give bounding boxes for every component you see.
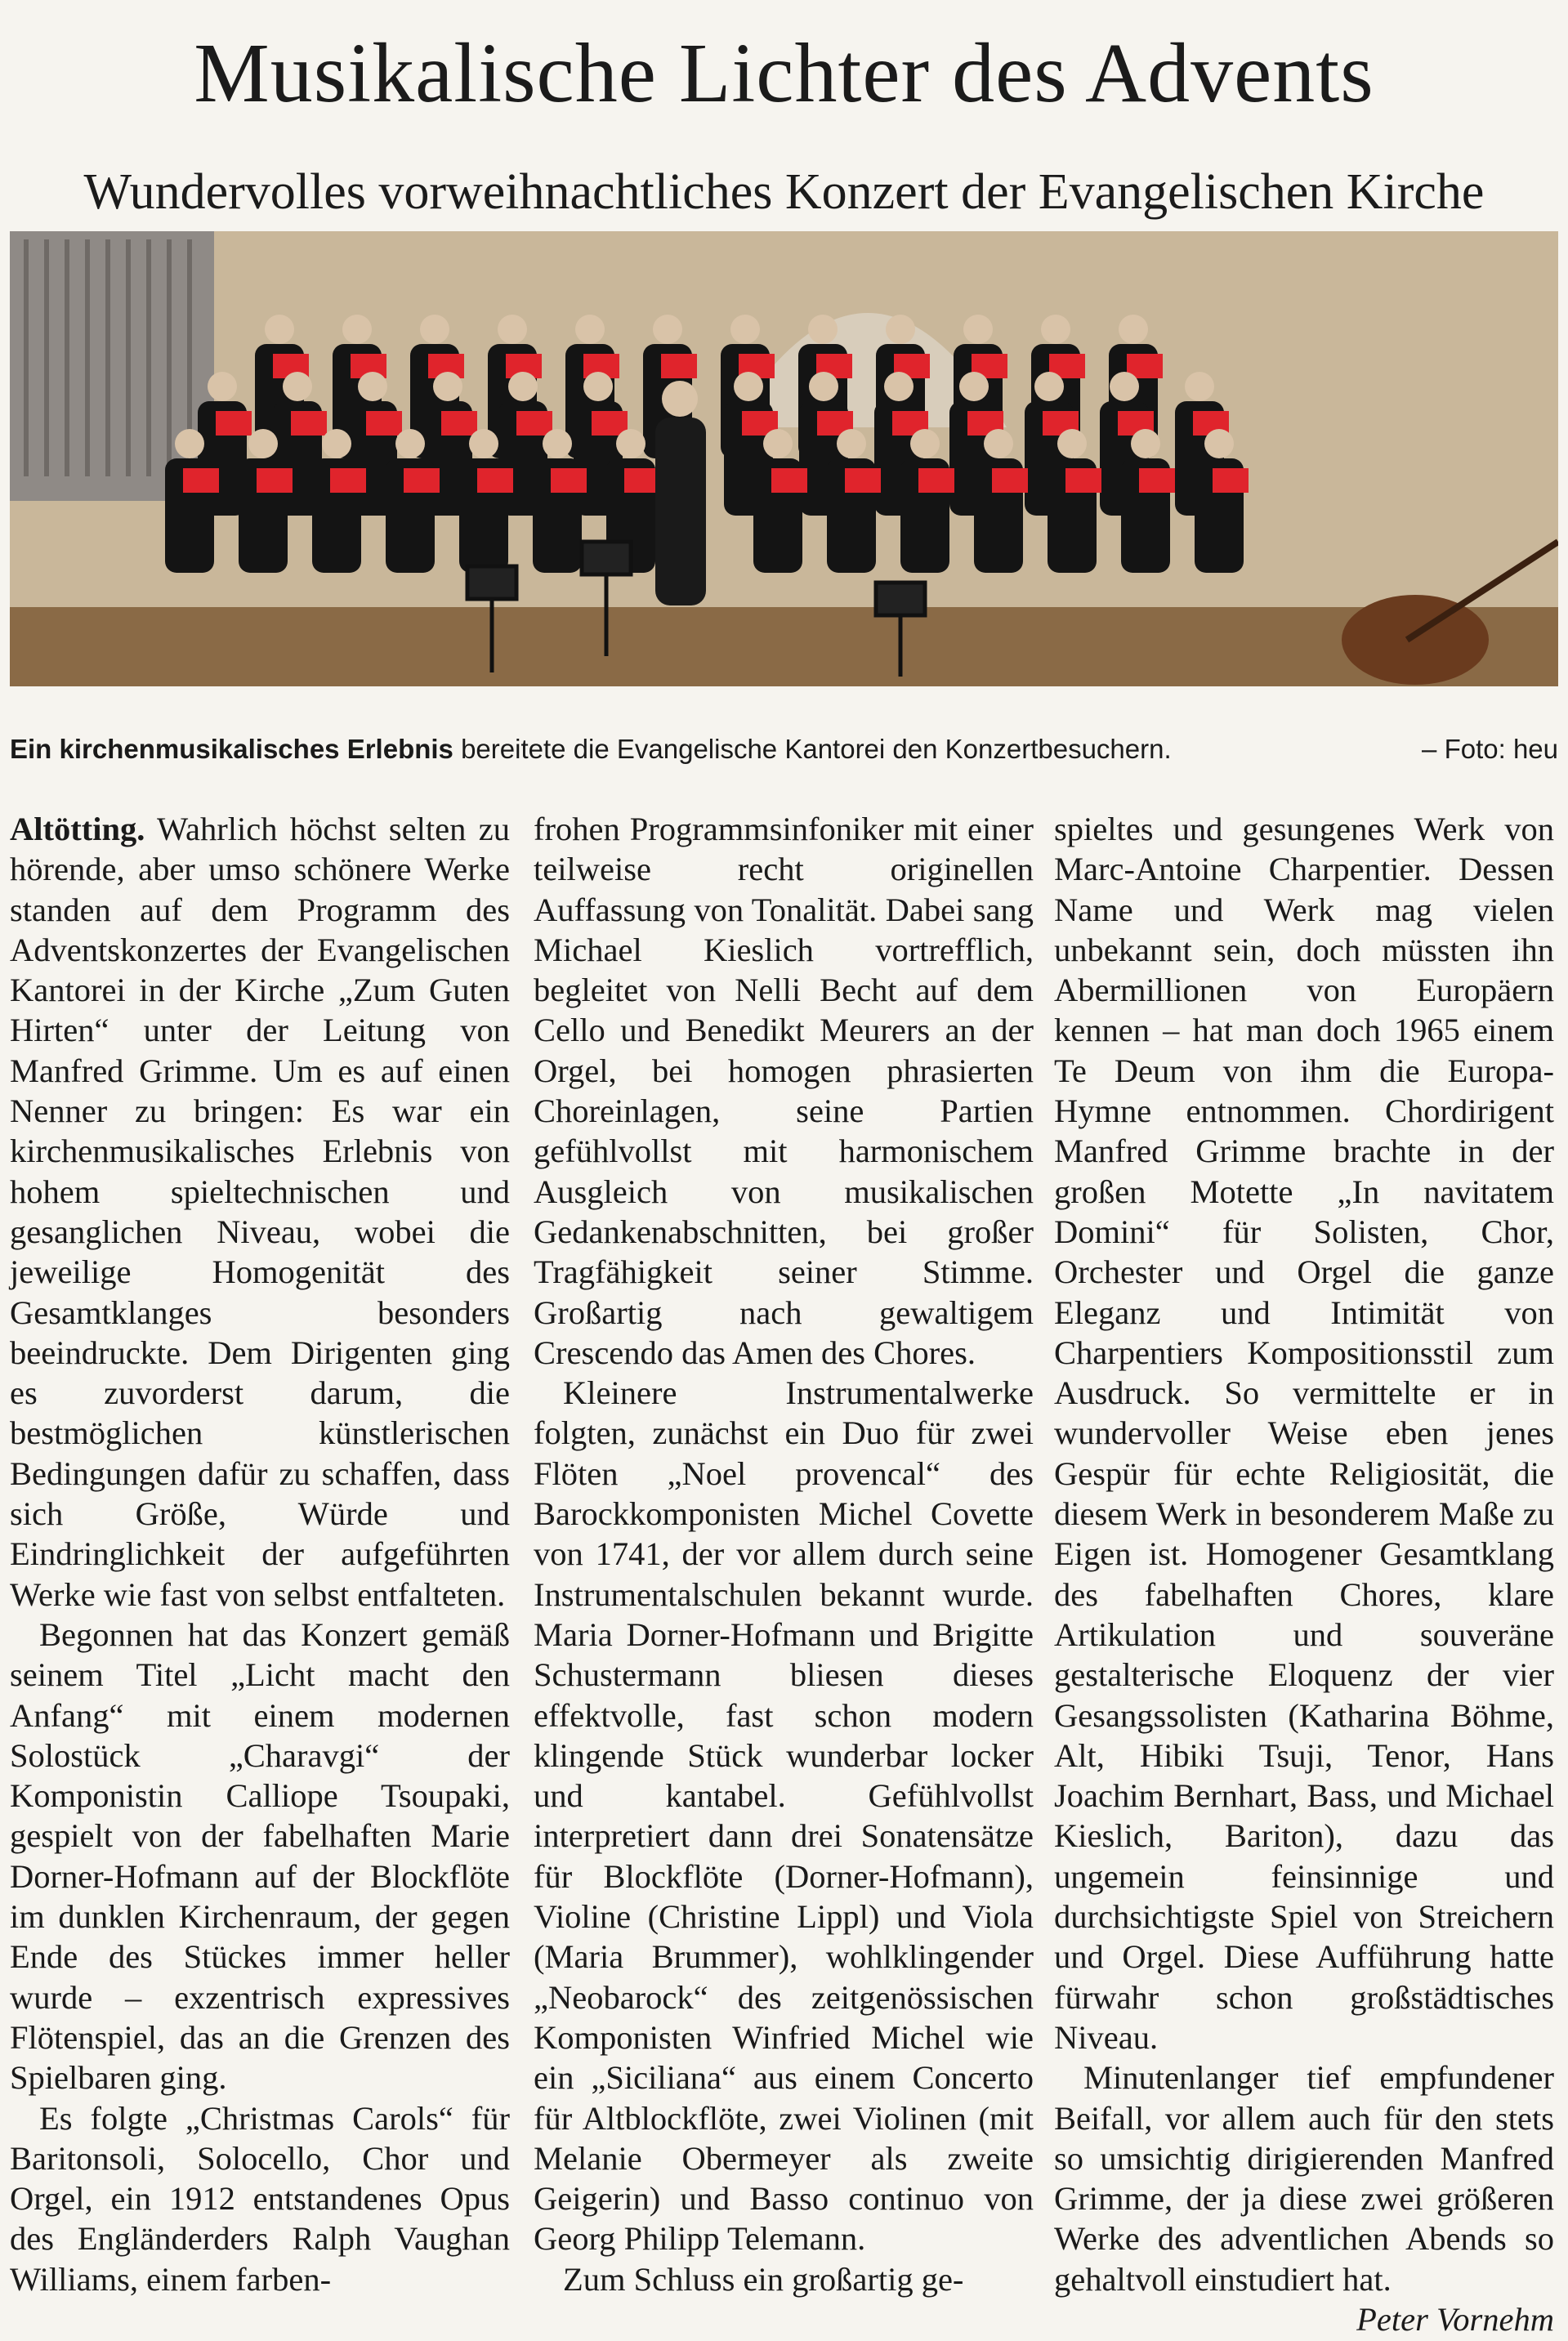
red-music-folder — [216, 411, 252, 436]
singer-head — [248, 429, 278, 458]
red-music-folder — [257, 468, 293, 493]
paragraph: Es folgte „Christmas Carols“ für Baritonsoli, Solocello, Chor und Orgel, ein 1912 entstandenes Opus des Engländerders Ralph Vaughan Williams, einem farben- — [10, 2099, 510, 2298]
photo-caption — [10, 732, 1558, 766]
singer-head — [910, 429, 940, 458]
red-music-folder — [1065, 468, 1101, 493]
caption-bold: Ein kirchenmusikalisches Erlebnis — [10, 734, 453, 764]
singer-head — [808, 315, 838, 344]
singer-head — [1041, 315, 1070, 344]
singer-head — [575, 315, 605, 344]
caption-text: bereitete die Evangelische Kantorei den Konzertbesuchern. — [453, 734, 1172, 764]
red-music-folder — [404, 468, 440, 493]
dateline: Altötting. — [10, 811, 145, 847]
red-music-folder — [477, 468, 513, 493]
author-byline: Peter Vornehm — [1356, 2300, 1554, 2338]
singer-head — [730, 315, 760, 344]
red-music-folder — [624, 468, 660, 493]
singer-head — [469, 429, 498, 458]
choir-photo-illustration — [10, 231, 1558, 686]
red-music-folder — [516, 411, 552, 436]
singer-head — [395, 429, 425, 458]
singer-head — [809, 372, 838, 401]
singer-head — [420, 315, 449, 344]
red-music-folder — [771, 468, 807, 493]
singer-head — [283, 372, 312, 401]
singer-head — [1110, 372, 1139, 401]
red-music-folder — [330, 468, 366, 493]
paragraph: Begonnen hat das Konzert gemäß seinem Titel „Licht macht den Anfang“ mit einem modernen Solostück „Charavgi“ der Komponistin Calliope Tsoupaki, gespielt von der fabelhaften Marie Dorner-Hofmann auf der Blockflöte im dunklen Kirchenraum, der gegen Ende des Stückes immer heller wurde – exzentrisch expressives Flötenspiel, das an die Grenzen des Spielbaren ging. — [10, 1615, 510, 2097]
paragraph: Minutenlanger tief empfundener Beifall, vor allem auch für den stets so umsichtig dirigierenden Manfred Grimme, der ja diese zwei größeren Werke des adventlichen Abends so gehaltvoll einstudiert hat. — [1054, 2059, 1554, 2298]
article-column-1 — [10, 809, 510, 2299]
wooden-floor — [10, 607, 1558, 686]
singer-head — [959, 372, 989, 401]
red-music-folder — [661, 354, 697, 378]
singer-head — [208, 372, 237, 401]
red-music-folder — [441, 411, 477, 436]
singer-head — [1185, 372, 1214, 401]
red-music-folder — [1139, 468, 1175, 493]
singer-head — [984, 429, 1013, 458]
singer-head — [342, 315, 372, 344]
article-headline: Musikalische Lichter des Advents — [194, 26, 1374, 120]
red-music-folder — [992, 468, 1028, 493]
paragraph — [10, 809, 510, 1615]
red-music-folder — [291, 411, 327, 436]
singer-head — [1119, 315, 1148, 344]
singer-head — [265, 315, 294, 344]
singer-head — [1204, 429, 1234, 458]
article-column-2 — [534, 809, 1034, 2299]
singer-head — [616, 429, 646, 458]
photo-credit: – Foto: heu — [1422, 734, 1558, 764]
concert-photo — [10, 231, 1558, 686]
singer-head — [837, 429, 866, 458]
paragraph-text: Wahrlich höchst selten zu hörende, aber umso schönere Werke standen auf dem Programm des Adventskonzertes der Evangelischen Kantorei in der Kirche „Zum Guten Hirten“ unter der Leitung von Manfred Grimme. Um es auf einen Nenner zu bringen: Es war ein kirchenmusikalisches Erlebnis von hohem spieltechnischen und gesanglichen Niveau, wobei die jeweilige Homogenität des Gesamtklanges besonders beeindruckte. Dem Dirigenten ging es zuvorderst darum, die bestmöglichen künstlerischen Bedingungen dafür zu schaffen, dass sich Größe, Würde und Eindringlichkeit der aufgeführten Werke wie fast von selbst entfalteten. — [10, 811, 510, 1613]
singer-head — [543, 429, 572, 458]
article-column-3 — [1054, 809, 1554, 2339]
singer-head — [734, 372, 763, 401]
red-music-folder — [183, 468, 219, 493]
singer-head — [1057, 429, 1087, 458]
singer-head — [1131, 429, 1160, 458]
red-music-folder — [366, 411, 402, 436]
article-subheadline: Wundervolles vorweihnachtliches Konzert der Evangelischen Kirche — [83, 164, 1485, 220]
red-music-folder — [551, 468, 587, 493]
singer-head — [583, 372, 613, 401]
singer-head — [763, 429, 793, 458]
paragraph: Kleinere Instrumentalwerke folgten, zunächst ein Duo für zwei Flöten „Noel provencal“ des Barockkomponisten Michel Covette von 1741, der vor allem durch seine Instrumentalschulen bekannt wurde. Maria Dorner-Hofmann und Brigitte Schustermann bliesen dieses effektvolle, fast schon modern klingende Stück wunderbar locker und kantabel. Gefühlvollst interpretiert dann drei Sonatensätze für Blockflöte (Dorner-Hofmann), Violine (Christine Lippl) und Viola (Maria Brummer), wohlklingender „Neobarock“ des zeitgenössischen Komponisten Winfried Michel wie ein „Siciliana“ aus einem Concerto für Altblockflöte, zwei Violinen (mit Melanie Obermeyer als zweite Geigerin) und Basso continuo von Georg Philipp Telemann. — [534, 1374, 1034, 2258]
singer-head — [884, 372, 914, 401]
paragraph: Zum Schluss ein großartig ge- — [563, 2260, 964, 2298]
singer-head — [653, 315, 682, 344]
singer-head — [1034, 372, 1064, 401]
singer-head — [508, 372, 538, 401]
red-music-folder — [1213, 468, 1249, 493]
singer-head — [322, 429, 351, 458]
paragraph: frohen Programmsinfoniker mit einer teilweise recht originellen Auffassung von Tonalität. Dabei sang Michael Kieslich vortrefflich, begleitet von Nelli Becht auf dem Cello und Benedikt Meurers an der Orgel, bei homogen phrasierten Choreinlagen, seine Partien gefühlvollst mit harmonischem Ausgleich von musikalischen Gedankenabschnitten, bei großer Tragfähigkeit seiner Stimme. Großartig nach gewaltigem Crescendo das Amen des Chores. — [534, 811, 1034, 1371]
singer-head — [358, 372, 387, 401]
singer-head — [175, 429, 204, 458]
paragraph: spieltes und gesungenes Werk von Marc-Antoine Charpentier. Dessen Name und Werk mag vielen unbekannt sein, doch müssten ihn Abermillionen von Europäern kennen – hat man doch 1965 einem Te Deum von ihm die Europa-Hymne entnommen. Chordirigent Manfred Grimme brachte in der großen Motette „In navitatem Domini“ für Solisten, Chor, Orchester und Orgel die ganze Eleganz und Intimität von Charpentiers Kompositionsstil zum Ausdruck. So vermittelte er in wundervoller Weise eben jenes Gespür für echte Religiosität, die diesem Werk in besonderem Maße zu Eigen ist. Homogener Gesamtklang des fabelhaften Chores, klare Artikulation und souveräne gestalterische Eloquenz der vier Gesangssolisten (Katharina Böhme, Alt, Hibiki Tsuji, Tenor, Hans Joachim Bernhart, Bass, und Michael Kieslich, Bariton), dazu das ungemein feinsinnige und durchsichtigste Spiel von Streichern und Orgel. Diese Aufführung hatte fürwahr schon großstädtisches Niveau. — [1054, 811, 1554, 2056]
singer-head — [433, 372, 462, 401]
double-bass — [1342, 595, 1489, 685]
red-music-folder — [918, 468, 954, 493]
red-music-folder — [845, 468, 881, 493]
singer-head — [886, 315, 915, 344]
singer-head — [498, 315, 527, 344]
singer-head — [963, 315, 993, 344]
